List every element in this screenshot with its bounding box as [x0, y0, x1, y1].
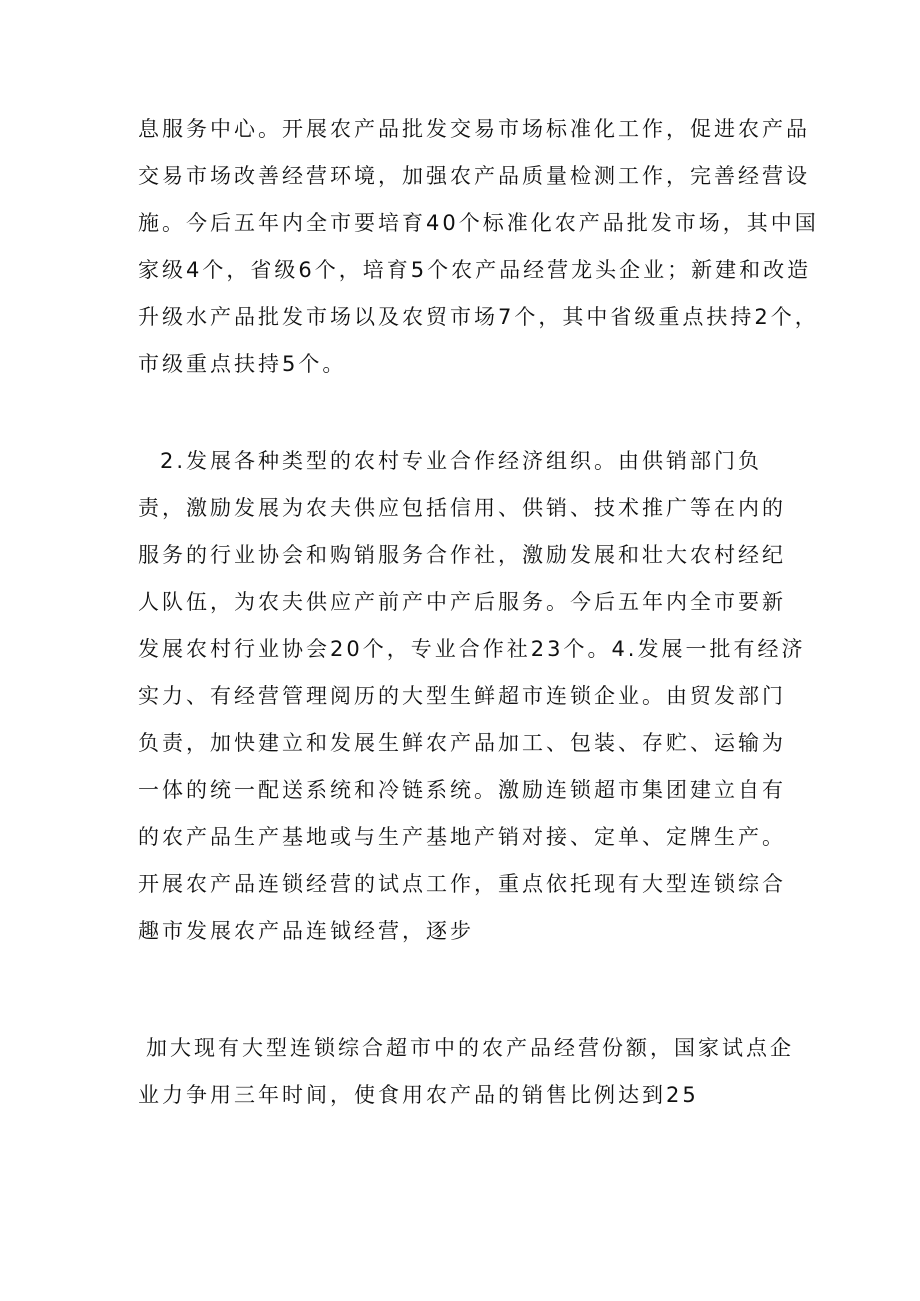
text-line: 负责，加快建立和发展生鲜农产品加工、包装、存贮、运输为 [138, 731, 786, 755]
text-line: 责，激励发展为农夫供应包括信用、供销、技术推广等在内的 [138, 496, 786, 520]
text-line: 人队伍，为农夫供应产前产中产后服务。今后五年内全市要新 [138, 590, 786, 614]
text-line: 息服务中心。开展农产品批发交易市场标准化工作，促进农产品 [138, 117, 810, 141]
text-line: 市级重点扶持5个。 [138, 352, 347, 376]
text-line: 2.发展各种类型的农村专业合作经济组织。由供销部门负 [160, 449, 763, 473]
text-line: 交易市场改善经营环境，加强农产品质量检测工作，完善经营设 [138, 164, 810, 188]
text-line: 施。今后五年内全市要培育40个标准化农产品批发市场，其中国 [138, 211, 819, 235]
text-line: 趣市发展农产品连钺经营，逐步 [138, 919, 474, 943]
text-line: 实力、有经营管理阅历的大型生鲜超市连锁企业。由贸发部门 [138, 684, 786, 708]
text-line: 升级水产品批发市场以及农贸市场7个，其中省级重点扶持2个， [138, 305, 819, 329]
text-line: 发展农村行业协会20个，专业合作社23个。4.发展一批有经济 [138, 637, 806, 661]
text-line: 的农产品生产基地或与生产基地产销对接、定单、定牌生产。 [138, 825, 786, 849]
text-line: 家级4个，省级6个，培育5个农产品经营龙头企业；新建和改造 [138, 258, 812, 282]
text-line: 业力争用三年时间，使食用农产品的销售比例达到25 [138, 1083, 699, 1107]
paragraph-cooperative-organizations [138, 438, 806, 955]
paragraph-market-standardization [138, 106, 819, 388]
text-line: 开展农产品连锁经营的试点工作，重点依托现有大型连锁综合 [138, 872, 786, 896]
text-line: 服务的行业协会和购销服务合作社，激励发展和壮大农村经纪 [138, 543, 786, 567]
text-line: 加大现有大型连锁综合超市中的农产品经营份额，国家试点企 [146, 1036, 794, 1060]
text-line: 一体的统一配送系统和冷链系统。激励连锁超市集团建立自有 [138, 778, 786, 802]
paragraph-chain-supermarket-share [138, 1025, 794, 1119]
